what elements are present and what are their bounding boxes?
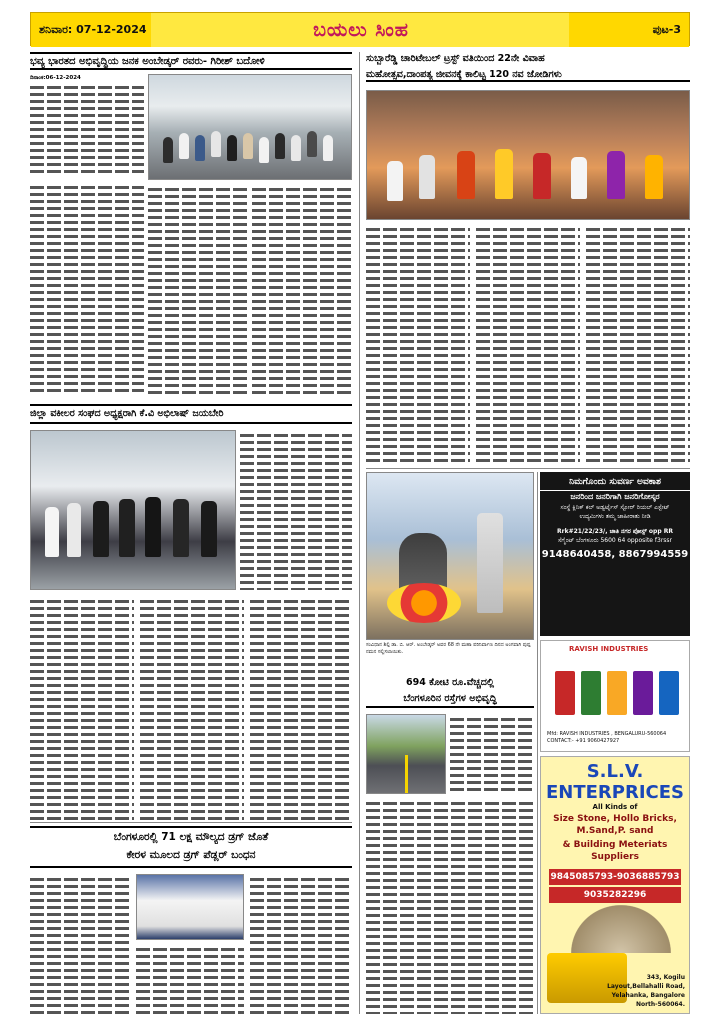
ravish-contact-line: CONTACT:- +91 9060427927	[547, 738, 620, 744]
gold-ad-heading: ನಿಮಗೊಂದು ಸುವರ್ಣ ಅವಕಾಶ	[540, 472, 690, 491]
ambedkar-column-1	[30, 74, 144, 178]
slv-ad-items-line-2: & Building Meteriats Suppliers	[562, 840, 668, 862]
drugs-column-2	[136, 944, 244, 1014]
slv-ad-subtitle: All Kinds of	[592, 803, 638, 811]
masthead	[30, 12, 690, 46]
section-divider	[30, 822, 352, 823]
jayaberi-column-right	[240, 430, 352, 590]
gold-ad-subheading: ಜನರಿಂದ ಜನರಿಗಾಗಿ ಜನರಿಗೋಸ್ಕರ	[570, 492, 660, 501]
product-pack-icon	[555, 671, 575, 715]
sand-pile-icon	[571, 905, 671, 953]
section-divider	[366, 468, 690, 469]
ravish-ad-text	[547, 731, 690, 745]
ravish-mfd-line: Mfd: RAVISH INDUSTRIES , BENGALURU-560064	[547, 731, 667, 737]
issue-date: ಶನಿವಾರ: 07-12-2024	[31, 13, 151, 47]
marriage-column-3	[586, 224, 690, 464]
ambedkar-column-1b	[30, 182, 144, 394]
advocates-procession-photo	[30, 430, 236, 590]
newspaper-title: ಬಯಲು ಸಿಂಹ	[151, 13, 571, 47]
ambedkar-dateline: ದಿನಾಂಕ:06-12-2024	[30, 75, 81, 81]
drugs-column-1	[30, 874, 130, 1014]
column-divider	[359, 52, 360, 1014]
ravish-logo: RAVISH INDUSTRIES	[569, 645, 649, 653]
slv-enterprises-ad	[540, 756, 690, 1014]
seized-drugs-photo	[136, 874, 244, 940]
slv-ad-phones-2: 9035282296	[549, 887, 681, 903]
jayaberi-column-2	[140, 596, 244, 820]
product-pack-icon	[633, 671, 653, 715]
gold-ad-line-2: ಉದ್ಯಮಿಗಳು ತಮ್ಮ ಜಾಹೀರಾತು ನೀಡಿ	[579, 513, 651, 520]
marriage-headline-line-2: ಮಹೋತ್ಸವ,ದಾಂಪತ್ಯ ಜೀವನಕ್ಕೆ ಕಾಲಿಟ್ಟ 120 ನವ ಜೋಡಿಗಳು	[366, 68, 690, 82]
drugs-headline-line-2: ಕೇರಳ ಮೂಲದ ಡ್ರಗ್ ಪೆಡ್ಲರ್ ಬಂಧನ	[30, 846, 352, 868]
statue-photo-caption: ಸಂವಿಧಾನ ಶಿಲ್ಪಿ ಡಾ. ಬಿ. ಆರ್. ಅಂಬೇಡ್ಕರ್ ಅವರ 68 ನೇ ಮಹಾ ಪರಿನಿರ್ವಾಣ ದಿನದ ಅಂಗವಾಗಿ ಪುಷ್ಪ ನಮನ ಸಲ್ಲಿಸಲಾಯಿತು.	[366, 642, 531, 655]
gold-ad-registration: Rrk#21/22/23/, ಜಾತಿ ನಗರ ಪೋಸ್ಟ್ opp RR	[557, 528, 673, 535]
marriage-column-1	[366, 224, 470, 464]
column-divider	[537, 472, 538, 1014]
marriage-ceremony-photo	[366, 90, 690, 220]
marriage-column-2	[476, 224, 580, 464]
product-pack-icon	[581, 671, 601, 715]
roads-column-body	[366, 798, 534, 1014]
road-photo	[366, 714, 446, 794]
gold-ad-line-1: ಸಂಸ್ಥೆ ಕ್ಲಿನಿಕ್ ಕಲ್ ಅಡ್ವರ್ಟೈಸ್ ಸ್ಟೋರ್ ರಿಯಲ್ ಎಸ್ಟೇಟ್	[560, 504, 670, 511]
jayaberi-column-1	[30, 596, 134, 820]
roads-headline-line-1: 694 ಕೋಟಿ ರೂ.ವೆಚ್ಚದಲ್ಲಿ	[405, 677, 495, 688]
roads-headline-line-2: ಬೆಂಗಳೂರಿನ ರಸ್ತೆಗಳ ಅಭಿವೃದ್ಧಿ	[366, 692, 534, 708]
gold-ad-phones: 9148640458, 8867994559	[541, 549, 689, 560]
ambedkar-column-3	[252, 184, 352, 394]
roads-column-intro	[450, 714, 534, 794]
ambedkar-headline: ಭವ್ಯ ಭಾರತದ ಅಭಿವೃದ್ಧಿಯ ಜನಕ ಅಂಬೇಡ್ಕರ್ ರವರು- ಗಿರೀಶ್ ಬದೋಳಿ	[30, 52, 352, 70]
product-pack-icon	[607, 671, 627, 715]
ambedkar-statue-photo	[366, 472, 534, 640]
slv-ad-phones-1: 9845085793-9036885793	[549, 869, 681, 885]
product-pack-icon	[659, 671, 679, 715]
marriage-headline-line-1: ಸುಬ್ಬಾರೆಡ್ಡಿ ಚಾರಿಟೇಬಲ್ ಟ್ರಸ್ಟ್ ವತಿಯಿಂದ 22ನೇ ವಿವಾಹ	[366, 53, 545, 64]
slv-ad-items-line-1: Size Stone, Hollo Bricks, M.Sand,P. sand	[553, 814, 677, 836]
ambedkar-event-photo	[148, 74, 352, 180]
gold-opportunity-ad	[540, 472, 690, 636]
drugs-column-3	[250, 874, 352, 1014]
jayaberi-column-3	[250, 596, 352, 820]
slv-ad-address: 343, Kogilu Layout,Bellahalli Road, Yelahanka, Bangalore North-560064.	[607, 974, 685, 1008]
page-number: ಪುಟ-3	[569, 13, 689, 47]
newspaper-page	[30, 12, 690, 1016]
ravish-industries-ad	[540, 640, 690, 752]
ambedkar-column-2	[148, 184, 248, 394]
slv-ad-title: S.L.V. ENTERPRICES	[545, 761, 684, 803]
gold-ad-address: ಸೆಗ್ಮೆಂಟ್ ಬೆಂಗಳೂರು 5600 64 opposite f3rssr	[557, 537, 673, 544]
jayaberi-headline: ಜಿಲ್ಲಾ ವಕೀಲರ ಸಂಘದ ಅಧ್ಯಕ್ಷರಾಗಿ ಕೆ.ವಿ ಅಭಿಲಾಷ್ ಜಯಬೇರಿ	[30, 404, 352, 424]
drugs-headline-line-1: ಬೆಂಗಳೂರಲ್ಲಿ 71 ಲಕ್ಷ ಮೌಲ್ಯದ ಡ್ರಗ್ ಜೊತೆ	[30, 826, 352, 844]
